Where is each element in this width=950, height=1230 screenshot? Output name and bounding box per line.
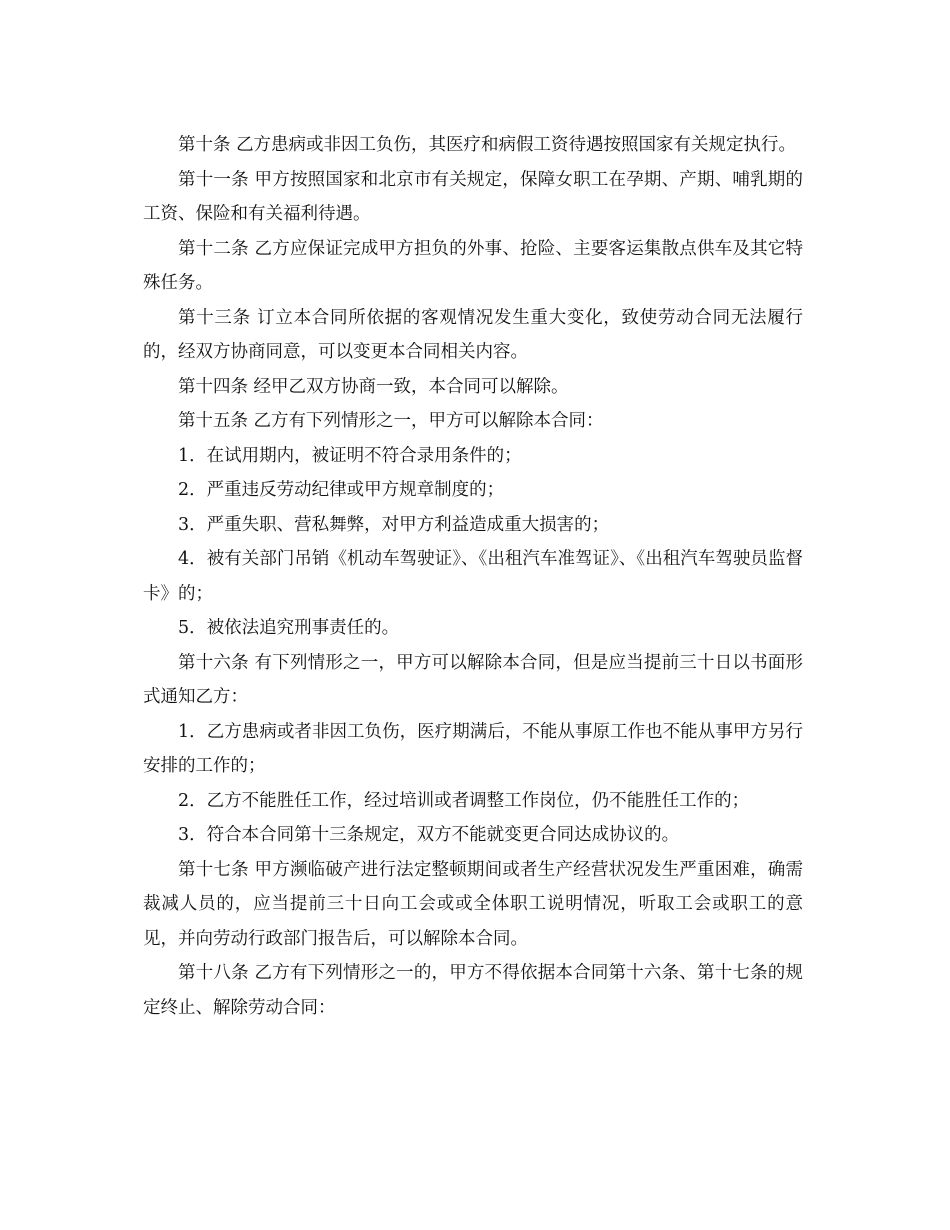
article-16-item-1: 1．乙方患病或者非因工负伤，医疗期满后，不能从事原工作也不能从事甲方另行安排的工作的； [143, 721, 803, 776]
article-16-item-2: 2．乙方不能胜任工作，经过培训或者调整工作岗位，仍不能胜任工作的； [178, 790, 750, 811]
article-10: 第十条 乙方患病或非因工负伤，其医疗和病假工资待遇按照国家有关规定执行。 [178, 135, 797, 155]
article-18: 第十八条 乙方有下列情形之一的，甲方不得依据本合同第十六条、第十七条的规定终止、解除劳动合同： [143, 963, 803, 1018]
article-16: 第十六条 有下列情形之一，甲方可以解除本合同，但是应当提前三十日以书面形式通知乙方： [143, 652, 803, 707]
article-11: 第十一条 甲方按照国家和北京市有关规定，保障女职工在孕期、产期、哺乳期的工资、保险和有关福利待遇。 [143, 169, 803, 224]
article-16-item-3: 3．符合本合同第十三条规定，双方不能就变更合同达成协议的。 [178, 825, 680, 845]
article-17: 第十七条 甲方濒临破产进行法定整顿期间或者生产经营状况发生严重困难，确需裁减人员的，应当提前三十日向工会或或全体职工说明情况，听取工会或职工的意见，并向劳动行政部门报告后，可以解除本合同。 [143, 859, 803, 949]
article-15-item-3: 3．严重失职、营私舞弊，对甲方利益造成重大损害的； [178, 514, 610, 535]
article-15: 第十五条 乙方有下列情形之一，甲方可以解除本合同： [178, 411, 604, 431]
article-13: 第十三条 订立本合同所依据的客观情况发生重大变化，致使劳动合同无法履行的，经双方协商同意，可以变更本合同相关内容。 [143, 307, 803, 362]
article-15-item-4: 4．被有关部门吊销《机动车驾驶证》、《出租汽车准驾证》、《出租汽车驾驶员监督卡》的； [143, 549, 803, 604]
article-14: 第十四条 经甲乙双方协商一致，本合同可以解除。 [178, 376, 569, 397]
article-15-item-5: 5．被依法追究刑事责任的。 [178, 618, 400, 638]
article-15-item-2: 2．严重违反劳动纪律或甲方规章制度的； [178, 480, 505, 500]
article-12: 第十二条 乙方应保证完成甲方担负的外事、抢险、主要客运集散点供车及其它特殊任务。 [143, 238, 803, 293]
article-15-item-1: 1．在试用期内，被证明不符合录用条件的； [178, 445, 522, 466]
document-page [143, 128, 803, 1025]
